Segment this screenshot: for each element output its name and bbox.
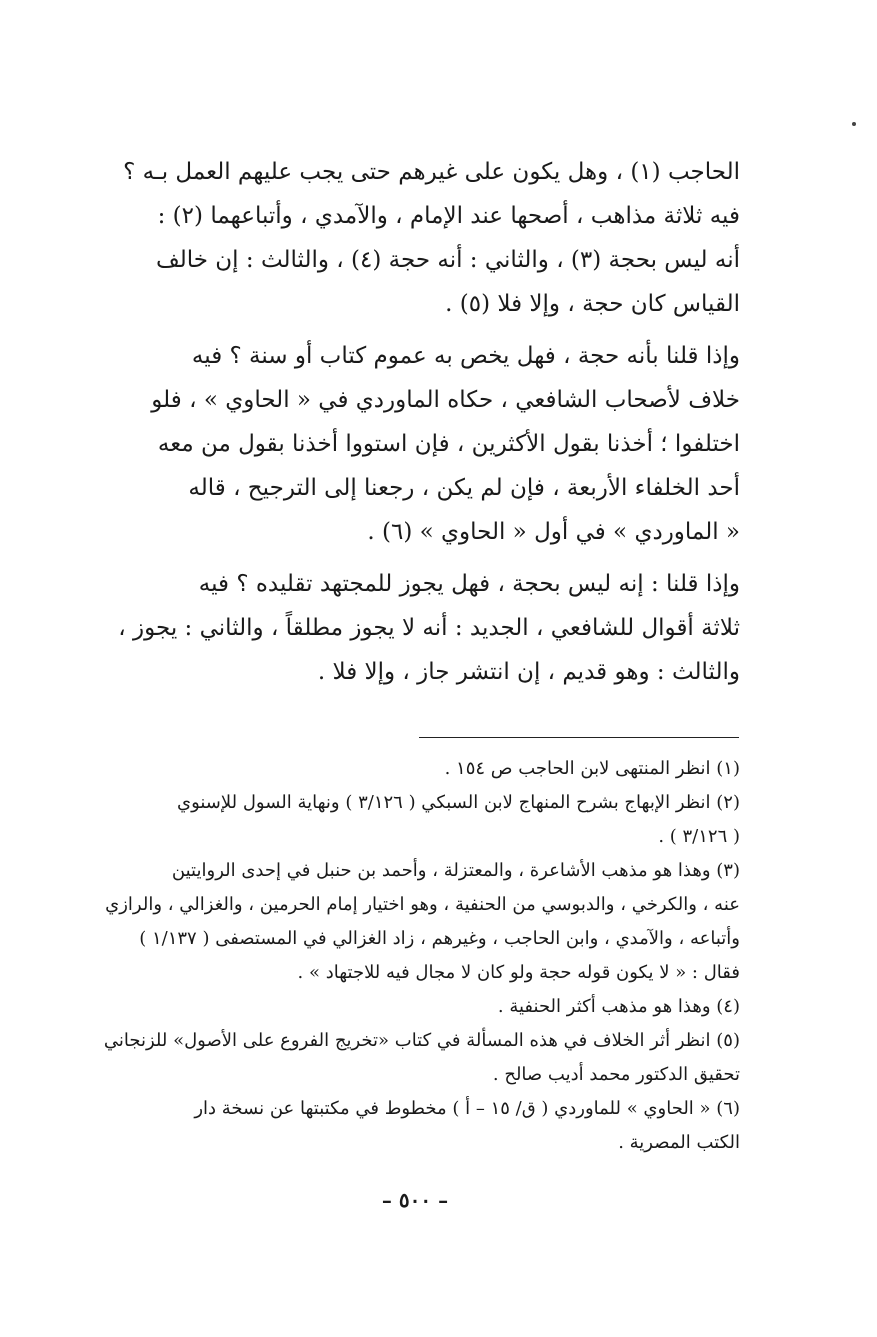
paragraph-1 bbox=[100, 150, 740, 326]
footnote-line: فقال : « لا يكون قوله حجة ولو كان لا مجال فيه للاجتهاد » . bbox=[297, 962, 740, 983]
footnote-line: (٥) انظر أثر الخلاف في هذه المسألة في كتاب «تخريج الفروع على الأصول» للزنجاني bbox=[103, 1030, 740, 1051]
text-line: القياس كان حجة ، وإلا فلا (٥) . bbox=[445, 291, 740, 317]
scan-speck bbox=[852, 122, 856, 126]
footnote-line: الكتب المصرية . bbox=[618, 1132, 740, 1153]
footnote-line: (١) انظر المنتهى لابن الحاجب ص ١٥٤ . bbox=[444, 758, 740, 779]
footnote-5 bbox=[95, 1024, 740, 1092]
footnote-2 bbox=[95, 786, 740, 854]
footnote-line: عنه ، والكرخي ، والدبوسي من الحنفية ، وهو اختيار إمام الحرمين ، والغزالي ، والرازي bbox=[105, 894, 740, 915]
footnote-line: تحقيق الدكتور محمد أديب صالح . bbox=[492, 1064, 740, 1085]
text-line: أحد الخلفاء الأربعة ، فإن لم يكن ، رجعنا إلى الترجيح ، قاله bbox=[188, 475, 740, 501]
text-line: خلاف لأصحاب الشافعي ، حكاه الماوردي في « الحاوي » ، فلو bbox=[151, 387, 740, 413]
text-line: والثالث : وهو قديم ، إن انتشر جاز ، وإلا فلا . bbox=[317, 659, 740, 685]
footnote-line: ( ٣/١٢٦ ) . bbox=[658, 826, 740, 847]
footnote-line: (٤) وهذا هو مذهب أكثر الحنفية . bbox=[497, 996, 740, 1017]
footnote-line: (٣) وهذا هو مذهب الأشاعرة ، والمعتزلة ، وأحمد بن حنبل في إحدى الروايتين bbox=[171, 860, 740, 881]
page-number: – ٥٠٠ – bbox=[381, 1188, 449, 1212]
paragraph-2 bbox=[100, 334, 740, 554]
footnote-line: (٦) « الحاوي » للماوردي ( ق/ ١٥ – أ ) مخطوط في مكتبتها عن نسخة دار bbox=[194, 1098, 740, 1119]
text-line: اختلفوا ؛ أخذنا بقول الأكثرين ، فإن استووا أخذنا بقول من معه bbox=[157, 431, 740, 457]
footnote-6 bbox=[95, 1092, 740, 1160]
text-line: وإذا قلنا : إنه ليس بحجة ، فهل يجوز للمجتهد تقليده ؟ فيه bbox=[198, 571, 740, 597]
footnote-1 bbox=[95, 752, 740, 786]
footnote-line: وأتباعه ، والآمدي ، وابن الحاجب ، وغيرهم ، زاد الغزالي في المستصفى ( ١/١٣٧ ) bbox=[139, 928, 740, 949]
text-line: ثلاثة أقوال للشافعي ، الجديد : أنه لا يجوز مطلقاً ، والثاني : يجوز ، bbox=[118, 615, 740, 641]
text-line: الحاجب (١) ، وهل يكون على غيرهم حتى يجب عليهم العمل بـه ؟ bbox=[123, 159, 740, 185]
text-line: « الماوردي » في أول « الحاوي » (٦) . bbox=[367, 519, 740, 545]
footnote-4 bbox=[95, 990, 740, 1024]
text-line: فيه ثلاثة مذاهب ، أصحها عند الإمام ، والآمدي ، وأتباعهما (٢) : bbox=[157, 203, 740, 229]
footnote-3 bbox=[95, 854, 740, 990]
text-line: وإذا قلنا بأنه حجة ، فهل يخص به عموم كتاب أو سنة ؟ فيه bbox=[191, 343, 740, 369]
footnote-line: (٢) انظر الإبهاج بشرح المنهاج لابن السبكي ( ٣/١٢٦ ) ونهاية السول للإسنوي bbox=[176, 792, 740, 813]
footnotes bbox=[95, 752, 740, 1160]
paragraph-3 bbox=[100, 562, 740, 694]
text-line: أنه ليس بحجة (٣) ، والثاني : أنه حجة (٤) ، والثالث : إن خالف bbox=[155, 247, 740, 273]
main-text bbox=[100, 150, 740, 694]
footnote-separator bbox=[419, 737, 739, 738]
